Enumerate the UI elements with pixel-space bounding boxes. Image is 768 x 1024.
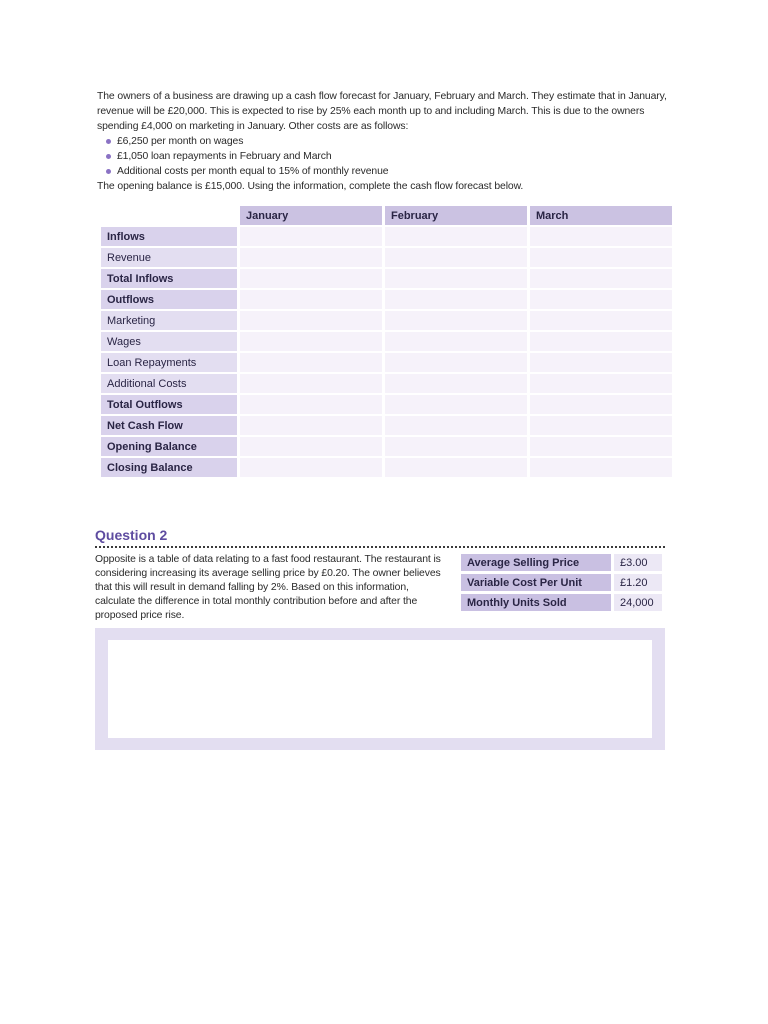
table-row <box>101 269 672 288</box>
table-cell-february[interactable] <box>385 311 527 330</box>
cash-flow-forecast-table <box>98 204 675 479</box>
table-cell-february[interactable] <box>385 227 527 246</box>
table-cell-february[interactable] <box>385 269 527 288</box>
data-label: Monthly Units Sold <box>461 594 611 611</box>
data-label: Average Selling Price <box>461 554 611 571</box>
data-value: £1.20 <box>614 574 662 591</box>
table-row <box>101 374 672 393</box>
table-cell-february[interactable] <box>385 290 527 309</box>
table-cell-march[interactable] <box>530 290 672 309</box>
data-row-variable-cost <box>461 574 662 591</box>
row-label: Wages <box>101 332 237 351</box>
table-cell-february[interactable] <box>385 458 527 477</box>
data-label: Variable Cost Per Unit <box>461 574 611 591</box>
table-cell-january[interactable] <box>240 416 382 435</box>
data-value: £3.00 <box>614 554 662 571</box>
table-row <box>101 416 672 435</box>
bullet-loan: £1,050 loan repayments in February and March <box>105 149 667 164</box>
table-cell-march[interactable] <box>530 248 672 267</box>
table-cell-march[interactable] <box>530 353 672 372</box>
answer-writing-area[interactable] <box>108 640 652 738</box>
table-row <box>101 353 672 372</box>
table-cell-march[interactable] <box>530 332 672 351</box>
row-label: Total Outflows <box>101 395 237 414</box>
table-cell-january[interactable] <box>240 248 382 267</box>
table-cell-february[interactable] <box>385 416 527 435</box>
table-cell-january[interactable] <box>240 395 382 414</box>
table-cell-january[interactable] <box>240 311 382 330</box>
bullet-wages: £6,250 per month on wages <box>105 134 667 149</box>
table-cell-february[interactable] <box>385 248 527 267</box>
restaurant-data-table <box>458 551 665 614</box>
table-cell-february[interactable] <box>385 353 527 372</box>
table-cell-march[interactable] <box>530 269 672 288</box>
table-cell-february[interactable] <box>385 332 527 351</box>
table-cell-march[interactable] <box>530 311 672 330</box>
intro-instruction: The opening balance is £15,000. Using the information, complete the cash flow forecast below. <box>97 181 524 192</box>
row-label: Revenue <box>101 248 237 267</box>
table-row <box>101 290 672 309</box>
data-value: 24,000 <box>614 594 662 611</box>
table-cell-january[interactable] <box>240 269 382 288</box>
table-row <box>101 311 672 330</box>
question-2-heading: Question 2 <box>95 527 168 543</box>
table-cell-january[interactable] <box>240 353 382 372</box>
header-corner <box>101 206 237 225</box>
table-cell-march[interactable] <box>530 458 672 477</box>
row-label: Loan Repayments <box>101 353 237 372</box>
table-row <box>101 437 672 456</box>
table-row <box>101 227 672 246</box>
table-row <box>101 332 672 351</box>
row-label: Marketing <box>101 311 237 330</box>
column-header-march: March <box>530 206 672 225</box>
table-row <box>101 395 672 414</box>
cash-flow-body <box>101 227 672 477</box>
row-label: Opening Balance <box>101 437 237 456</box>
table-cell-february[interactable] <box>385 374 527 393</box>
row-label: Total Inflows <box>101 269 237 288</box>
table-cell-march[interactable] <box>530 437 672 456</box>
bullet-additional-costs: Additional costs per month equal to 15% of monthly revenue <box>105 164 667 179</box>
table-cell-january[interactable] <box>240 290 382 309</box>
data-row-selling-price <box>461 554 662 571</box>
cost-bullet-list <box>97 134 667 179</box>
row-label: Outflows <box>101 290 237 309</box>
column-header-january: January <box>240 206 382 225</box>
row-label: Inflows <box>101 227 237 246</box>
table-cell-march[interactable] <box>530 374 672 393</box>
answer-box <box>95 628 665 750</box>
header-row <box>101 206 672 225</box>
column-header-february: February <box>385 206 527 225</box>
table-cell-march[interactable] <box>530 395 672 414</box>
table-row <box>101 248 672 267</box>
table-cell-february[interactable] <box>385 437 527 456</box>
data-row-units-sold <box>461 594 662 611</box>
table-cell-march[interactable] <box>530 416 672 435</box>
table-cell-january[interactable] <box>240 227 382 246</box>
table-cell-january[interactable] <box>240 374 382 393</box>
question-2-text: Opposite is a table of data relating to a fast food restaurant. The restaurant is considering increasing its average selling price by £0.20. The owner believes that this will result in demand falling by 2%. Based on this information, calculate the difference in total monthly contribution before and after the proposed price rise. <box>95 554 441 621</box>
table-cell-march[interactable] <box>530 227 672 246</box>
table-row <box>101 458 672 477</box>
row-label: Net Cash Flow <box>101 416 237 435</box>
table-cell-january[interactable] <box>240 458 382 477</box>
table-cell-january[interactable] <box>240 332 382 351</box>
row-label: Closing Balance <box>101 458 237 477</box>
intro-paragraph: The owners of a business are drawing up a cash flow forecast for January, February and March. They estimate that in January, revenue will be £20,000. This is expected to rise by 25% each month up to and including March. This is due to the owners spending £4,000 on marketing in January. Other costs are as follows: <box>97 91 667 132</box>
table-cell-january[interactable] <box>240 437 382 456</box>
dotted-divider <box>95 546 665 548</box>
table-cell-february[interactable] <box>385 395 527 414</box>
row-label: Additional Costs <box>101 374 237 393</box>
intro-text <box>97 89 667 194</box>
